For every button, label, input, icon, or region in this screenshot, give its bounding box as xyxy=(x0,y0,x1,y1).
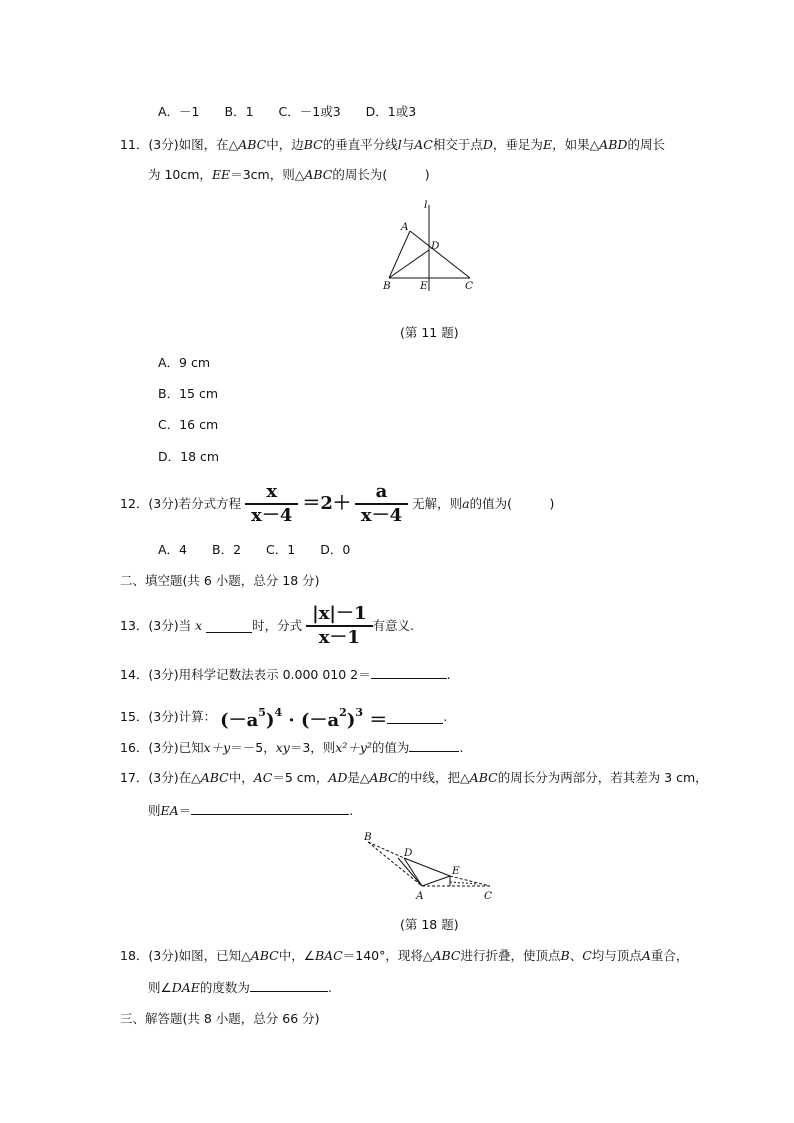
q18-line2: 则∠DAE的度数为 . xyxy=(148,980,332,995)
svg-text:E: E xyxy=(452,865,460,877)
q12-options: A．4 B．2 C．1 D．0 xyxy=(158,542,351,557)
svg-text:A: A xyxy=(416,890,424,902)
q13-line: 13．(3分)当 x 时，分式 $\frac{|x|-1}{x-1}$ 有意义. xyxy=(120,603,414,648)
q15-expression: $(-a^5)^4 \cdot (-a^2)^3$ ＝ xyxy=(220,706,388,731)
q12-fraction-2: $\frac{a}{x-4}$ xyxy=(355,481,408,527)
svg-text:B: B xyxy=(383,280,391,292)
svg-text:D: D xyxy=(404,847,413,859)
svg-text:C: C xyxy=(465,280,474,292)
svg-text:D: D xyxy=(431,240,440,252)
q18-caption: (第 18 题) xyxy=(400,917,459,932)
q11-option-b: B．15 cm xyxy=(158,386,219,401)
svg-text:B: B xyxy=(364,831,372,843)
q12-line: 12．(3分)若分式方程 $\frac{x}{x-4}$ ＝2＋ $\frac{a}{x-4}$ 无解，则a的值为( ) xyxy=(120,481,555,526)
q18-answer-blank[interactable] xyxy=(250,979,328,992)
svg-text:A: A xyxy=(401,221,409,233)
q11-caption: (第 11 题) xyxy=(400,325,459,340)
q18-figure xyxy=(358,828,508,904)
q18-line1: 18．(3分)如图，已知△ABC中，∠BAC＝140°，现将△ABC进行折叠，使顶点B、C均与顶点A重合， xyxy=(120,948,689,963)
section-3-heading: 三、解答题(共 8 小题，总分 66 分) xyxy=(120,1011,320,1026)
q11-figure xyxy=(375,195,485,295)
q11-option-c: C．16 cm xyxy=(158,417,219,432)
q14-line: 14．(3分)用科学记数法表示 0.000 010 2＝ . xyxy=(120,667,451,682)
q17-line2: 则EA＝ . xyxy=(148,803,354,818)
q13-fraction: $\frac{|x|-1}{x-1}$ xyxy=(306,603,372,649)
q16-line: 16．(3分)已知x＋y＝－5，xy＝3，则x²＋y²的值为 . xyxy=(120,740,464,755)
svg-text:C: C xyxy=(484,890,493,902)
section-2-heading: 二、填空题(共 6 小题，总分 18 分) xyxy=(120,573,320,588)
q15-answer-blank[interactable] xyxy=(387,711,443,724)
q11-line1: 11．(3分)如图，在△ABC中，边BC的垂直平分线l与AC相交于点D，垂足为E，如果△ABD的周长 xyxy=(120,137,665,152)
q11-line2: 为 10cm，EE＝3cm，则△ABC的周长为( ) xyxy=(148,167,430,182)
q10-options: A．－1 B．1 C．－1或3 D．1或3 xyxy=(158,104,417,119)
q15-line: 15．(3分)计算： $(-a^5)^4 \cdot (-a^2)^3$ ＝ . xyxy=(120,706,448,731)
q13-answer-blank[interactable] xyxy=(206,620,252,633)
q17-answer-blank[interactable] xyxy=(191,802,349,815)
q11-option-a: A．9 cm xyxy=(158,355,211,370)
svg-text:E: E xyxy=(420,280,428,292)
q12-fraction-1: $\frac{x}{x-4}$ xyxy=(245,481,298,527)
q14-answer-blank[interactable] xyxy=(371,666,447,679)
q11-option-d: D．18 cm xyxy=(158,449,220,464)
svg-text:l: l xyxy=(424,199,428,211)
q17-line1: 17．(3分)在△ABC中，AC＝5 cm，AD是△ABC的中线，把△ABC的周长分为两部分，若其差为 3 cm， xyxy=(120,770,708,785)
q16-answer-blank[interactable] xyxy=(409,739,459,752)
